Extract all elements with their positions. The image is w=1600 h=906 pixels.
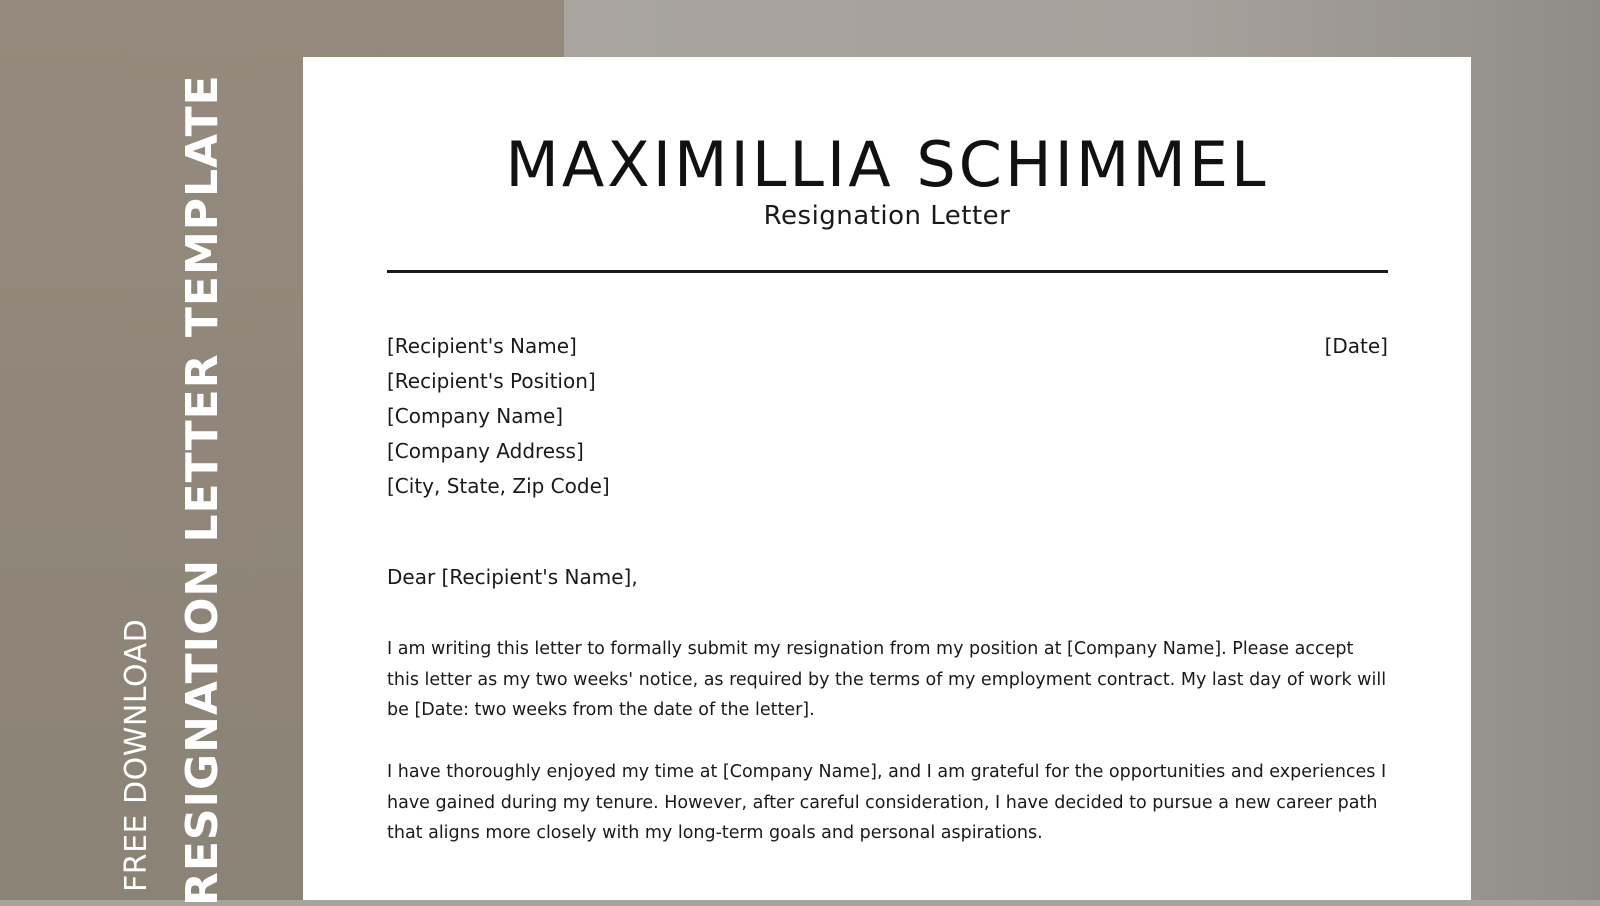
letter-subtitle: Resignation Letter xyxy=(763,201,1011,231)
company-address: [Company Address] xyxy=(387,439,584,463)
header-divider xyxy=(387,270,1388,273)
free-download-label: FREE DOWNLOAD xyxy=(119,618,154,892)
template-title: RESIGNATION LETTER TEMPLATE xyxy=(177,74,228,906)
recipient-name: [Recipient's Name] xyxy=(387,334,577,358)
vertical-subtitle xyxy=(119,619,155,892)
salutation: Dear [Recipient's Name], xyxy=(387,565,638,589)
vertical-title xyxy=(178,74,228,906)
sender-name: MAXIMILLIA SCHIMMEL xyxy=(505,128,1269,201)
body-paragraph: I am writing this letter to formally submit my resignation from my position at [Company Name]. Please accept this letter as my two weeks' notice, as required by the terms of my employment contract. My last day of work will be [Date: two weeks from the date of the letter]. xyxy=(387,639,1387,720)
city-state-zip: [City, State, Zip Code] xyxy=(387,474,610,498)
letter-page xyxy=(303,57,1471,900)
body-paragraph: I have thoroughly enjoyed my time at [Company Name], and I am grateful for the opportunities and experiences I have gained during my tenure. However, after careful consideration, I have decided to pursue a new career path that aligns more closely with my long-term goals and personal aspirations. xyxy=(387,762,1387,843)
recipient-position: [Recipient's Position] xyxy=(387,369,596,393)
company-name: [Company Name] xyxy=(387,404,564,428)
recipient-block xyxy=(387,329,610,504)
letter-date: [Date] xyxy=(1324,334,1388,358)
